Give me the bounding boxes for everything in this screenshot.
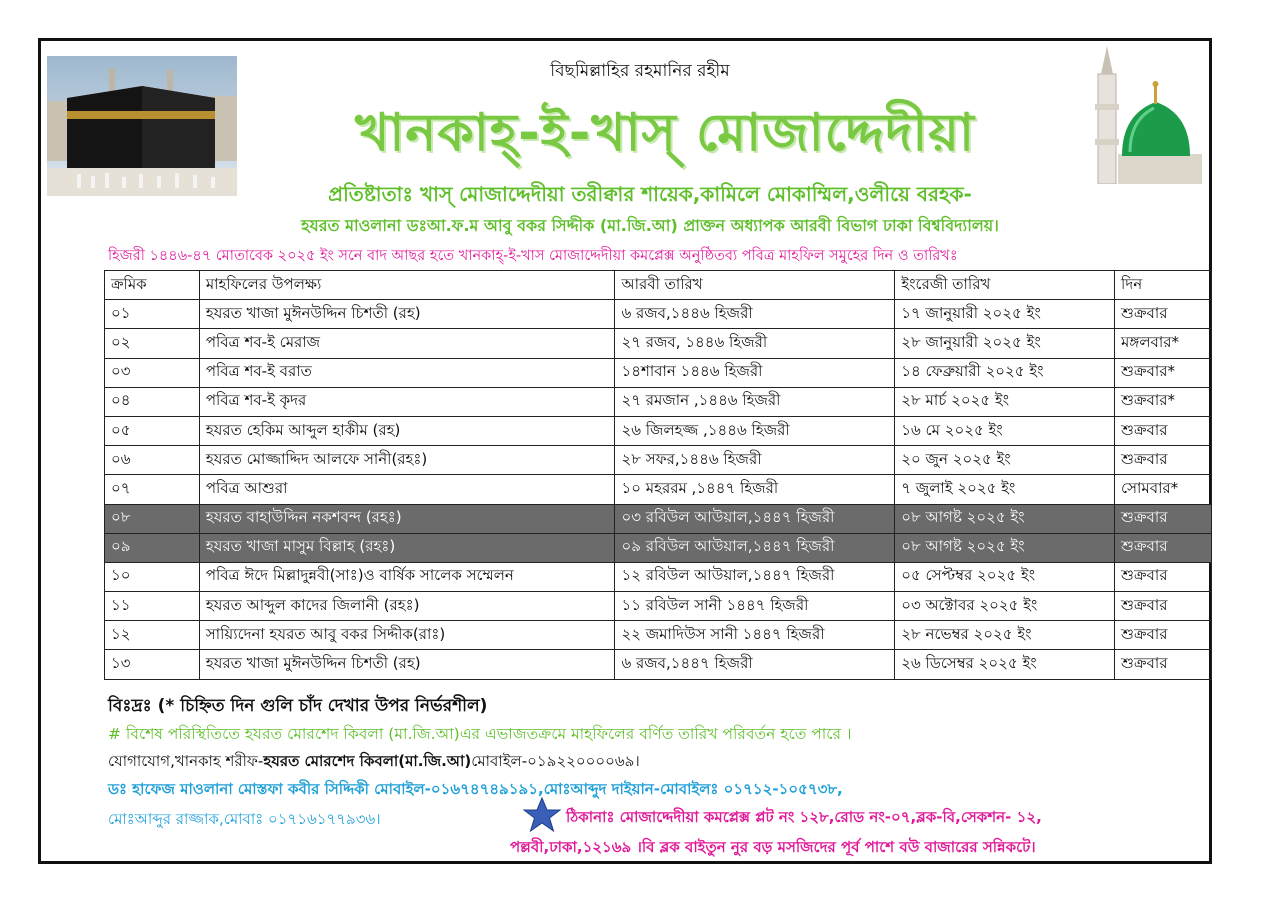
contact-doctor-line: ডঃ হাফেজ মাওলানা মোস্তফা কবীর সিদ্দিকী মোবাইল-০১৬৭৪৭৪৯১৯১,মোঃআব্দুদ দাইয়ান-মোবাইলঃ ০১৭১২-১০৫৭৩৮, bbox=[108, 780, 843, 798]
contact-phone: মোবাইল-০১৯২২০০০০৬৯। bbox=[471, 752, 640, 770]
table-row bbox=[105, 358, 1212, 387]
founder-line-1: প্রতিষ্টাতাঃ খাস্ মোজাদ্দেদীয়া তরীক্বার শায়েক,কামিলে মোকাম্মিল,ওলীয়ে বরহক- bbox=[328, 182, 972, 206]
row-english-date: ২৮ নভেম্বর ২০২৫ ইং bbox=[895, 621, 1115, 650]
row-serial: ০৭ bbox=[105, 475, 200, 504]
row-english-date: ০৫ সেপ্টম্বর ২০২৫ ইং bbox=[895, 562, 1115, 591]
row-english-date: ০৩ অক্টোবর ২০২৫ ইং bbox=[895, 592, 1115, 621]
table-row bbox=[105, 562, 1212, 591]
row-occasion: পবিত্র শব-ই বরাত bbox=[199, 358, 615, 387]
row-occasion: হযরত খাজা মাসুম বিল্লাহ (রহঃ) bbox=[199, 533, 615, 562]
row-occasion: হযরত আব্দুল কাদের জিলানী (রহঃ) bbox=[199, 592, 615, 621]
row-arabic-date: ২৬ জিলহজ্জ ,১৪৪৬ হিজরী bbox=[615, 416, 895, 445]
row-occasion: হযরত হেকিম আব্দুল হাকীম (রহ) bbox=[199, 416, 615, 445]
row-day: শুক্রবার bbox=[1115, 650, 1212, 679]
row-serial: ০৯ bbox=[105, 533, 200, 562]
row-serial: ১১ bbox=[105, 592, 200, 621]
row-day: শুক্রবার bbox=[1115, 533, 1212, 562]
row-occasion: হযরত খাজা মুঈনউদ্দিন চিশতী (রহ) bbox=[199, 650, 615, 679]
contact-line bbox=[108, 750, 640, 775]
table-row bbox=[105, 592, 1212, 621]
table-header-row bbox=[105, 271, 1212, 300]
row-english-date: ০৮ আগষ্ট ২০২৫ ইং bbox=[895, 533, 1115, 562]
row-english-date: ২৬ ডিসেম্বর ২০২৫ ইং bbox=[895, 650, 1115, 679]
row-serial: ০৬ bbox=[105, 446, 200, 475]
row-serial: ০১ bbox=[105, 300, 200, 329]
row-english-date: ২০ জুন ২০২৫ ইং bbox=[895, 446, 1115, 475]
address-line-1: ঠিকানাঃ মোজাদ্দেদীয়া কমপ্লেক্স প্লট নং ১২৮,রোড নং-০৭,ব্লক-বি,সেকশন- ১২, bbox=[566, 808, 1042, 826]
row-occasion: সায়্যিদেনা হযরত আবু বকর সিদ্দীক(রাঃ) bbox=[199, 621, 615, 650]
row-arabic-date: ১০ মহররম ,১৪৪৭ হিজরী bbox=[615, 475, 895, 504]
row-day: শুক্রবার bbox=[1115, 416, 1212, 445]
contact-name: হযরত মোরশেদ কিবলা(মা.জি.আ) bbox=[263, 752, 472, 770]
row-day: শুক্রবার bbox=[1115, 300, 1212, 329]
row-occasion: পবিত্র ঈদে মিল্লাদুন্নবী(সাঃ)ও বার্ষিক সালেক সম্মেলন bbox=[199, 562, 615, 591]
page-title: খানকাহ্-ই-খাস্ মোজাদ্দেদীয়া bbox=[355, 103, 975, 163]
schedule-intro: হিজরী ১৪৪৬-৪৭ মোতাবেক ২০২৫ ইং সনে বাদ আছর হতে খানকাহ্-ই-খাস মোজাদ্দেদীয়া কমপ্লেক্স অনুষ্ঠিতব্য পবিত্র মাহফিল সমুহের দিন ও তারিখঃ bbox=[108, 248, 958, 264]
row-day: শুক্রবার* bbox=[1115, 358, 1212, 387]
row-english-date: ২৮ জানুয়ারী ২০২৫ ইং bbox=[895, 329, 1115, 358]
row-serial: ০৪ bbox=[105, 387, 200, 416]
bismillah-heading: বিছমিল্লাহির রহমানির রহীম bbox=[550, 61, 730, 81]
row-arabic-date: ১১ রবিউল সানী ১৪৪৭ হিজরী bbox=[615, 592, 895, 621]
row-occasion: পবিত্র শব-ই কৃদর bbox=[199, 387, 615, 416]
founder-line-2: হযরত মাওলানা ডঃআ.ফ.ম আবু বকর সিদ্দীক (মা.জি.আ) প্রাক্তন অধ্যাপক আরবী বিভাগ ঢাকা বিশ্ববিদ্যালয়। bbox=[301, 216, 999, 235]
row-day: শুক্রবার bbox=[1115, 504, 1212, 533]
row-day: মঙ্গলবার* bbox=[1115, 329, 1212, 358]
row-serial: ১৩ bbox=[105, 650, 200, 679]
row-occasion: পবিত্র আশুরা bbox=[199, 475, 615, 504]
table-row bbox=[105, 621, 1212, 650]
table-row bbox=[105, 329, 1212, 358]
row-day: শুক্রবার bbox=[1115, 621, 1212, 650]
row-day: সোমবার* bbox=[1115, 475, 1212, 504]
contact-prefix: যোগাযোগ,খানকাহ শরীফ- bbox=[108, 752, 264, 770]
row-english-date: ০৮ আগষ্ট ২০২৫ ইং bbox=[895, 504, 1115, 533]
row-arabic-date: ২৭ রমজান ,১৪৪৬ হিজরী bbox=[615, 387, 895, 416]
table-row-highlighted bbox=[105, 533, 1212, 562]
table-row bbox=[105, 387, 1212, 416]
row-occasion: হযরত মোজ্জাদ্দিদ আলফে সানী(রহঃ) bbox=[199, 446, 615, 475]
schedule-table bbox=[104, 270, 1212, 680]
row-occasion: হযরত বাহাউদ্দিন নকশবন্দ (রহঃ) bbox=[199, 504, 615, 533]
row-arabic-date: ২৭ রজব, ১৪৪৬ হিজরী bbox=[615, 329, 895, 358]
table-row bbox=[105, 475, 1212, 504]
row-serial: ০৫ bbox=[105, 416, 200, 445]
row-serial: ১২ bbox=[105, 621, 200, 650]
row-serial: ০২ bbox=[105, 329, 200, 358]
row-arabic-date: ২২ জমাদিউস সানী ১৪৪৭ হিজরী bbox=[615, 621, 895, 650]
contact-razzak-line: মোঃআব্দুর রাজ্জাক,মোবাঃ ০১৭১৬১৭৭৯৩৬। bbox=[108, 810, 381, 828]
row-occasion: হযরত খাজা মুঈনউদ্দিন চিশতী (রহ) bbox=[199, 300, 615, 329]
row-serial: ১০ bbox=[105, 562, 200, 591]
row-arabic-date: ০৩ রবিউল আউয়াল,১৪৪৭ হিজরী bbox=[615, 504, 895, 533]
row-arabic-date: ১২ রবিউল আউয়াল,১৪৪৭ হিজরী bbox=[615, 562, 895, 591]
address-line-2: পল্লবী,ঢাকা,১২১৬৯ ।বি ব্লক বাইতুন নুর বড় মসজিদের পূর্ব পাশে বউ বাজারের সন্নিকটে। bbox=[510, 838, 1036, 856]
header-occasion: মাহফিলের উপলক্ষ্য bbox=[199, 271, 615, 300]
row-serial: ০৮ bbox=[105, 504, 200, 533]
header-day: দিন bbox=[1115, 271, 1212, 300]
special-notice: # বিশেষ পরিস্থিতিতে হযরত মোরশেদ কিবলা (মা.জি.আ)এর এভাজতক্রমে মাহফিলের বর্ণিত তারিখ পরিবর্তন হতে পারে । bbox=[108, 725, 852, 743]
table-row-highlighted bbox=[105, 504, 1212, 533]
row-day: শুক্রবার* bbox=[1115, 387, 1212, 416]
header-english-date: ইংরেজী তারিখ bbox=[895, 271, 1115, 300]
row-day: শুক্রবার bbox=[1115, 562, 1212, 591]
row-day: শুক্রবার bbox=[1115, 592, 1212, 621]
blue-star-icon bbox=[522, 797, 562, 833]
row-arabic-date: ২৮ সফর,১৪৪৬ হিজরী bbox=[615, 446, 895, 475]
row-arabic-date: ০৯ রবিউল আউয়াল,১৪৪৭ হিজরী bbox=[615, 533, 895, 562]
footnote: বিঃদ্রঃ (* চিহ্নিত দিন গুলি চাঁদ দেখার উপর নির্ভরশীল) bbox=[108, 696, 488, 716]
row-occasion: পবিত্র শব-ই মেরাজ bbox=[199, 329, 615, 358]
header-serial: ক্রমিক bbox=[105, 271, 200, 300]
table-row bbox=[105, 300, 1212, 329]
row-english-date: ৭ জুলাই ২০২৫ ইং bbox=[895, 475, 1115, 504]
row-arabic-date: ৬ রজব,১৪৪৭ হিজরী bbox=[615, 650, 895, 679]
table-row bbox=[105, 446, 1212, 475]
row-english-date: ১৬ মে ২০২৫ ইং bbox=[895, 416, 1115, 445]
row-english-date: ১৭ জানুয়ারী ২০২৫ ইং bbox=[895, 300, 1115, 329]
header-arabic-date: আরবী তারিখ bbox=[615, 271, 895, 300]
row-serial: ০৩ bbox=[105, 358, 200, 387]
row-arabic-date: ১৪শাবান ১৪৪৬ হিজরী bbox=[615, 358, 895, 387]
row-day: শুক্রবার bbox=[1115, 446, 1212, 475]
table-row bbox=[105, 416, 1212, 445]
row-english-date: ১৪ ফেব্রুয়ারী ২০২৫ ইং bbox=[895, 358, 1115, 387]
row-english-date: ২৮ মার্চ ২০২৫ ইং bbox=[895, 387, 1115, 416]
row-arabic-date: ৬ রজব,১৪৪৬ হিজরী bbox=[615, 300, 895, 329]
table-row bbox=[105, 650, 1212, 679]
